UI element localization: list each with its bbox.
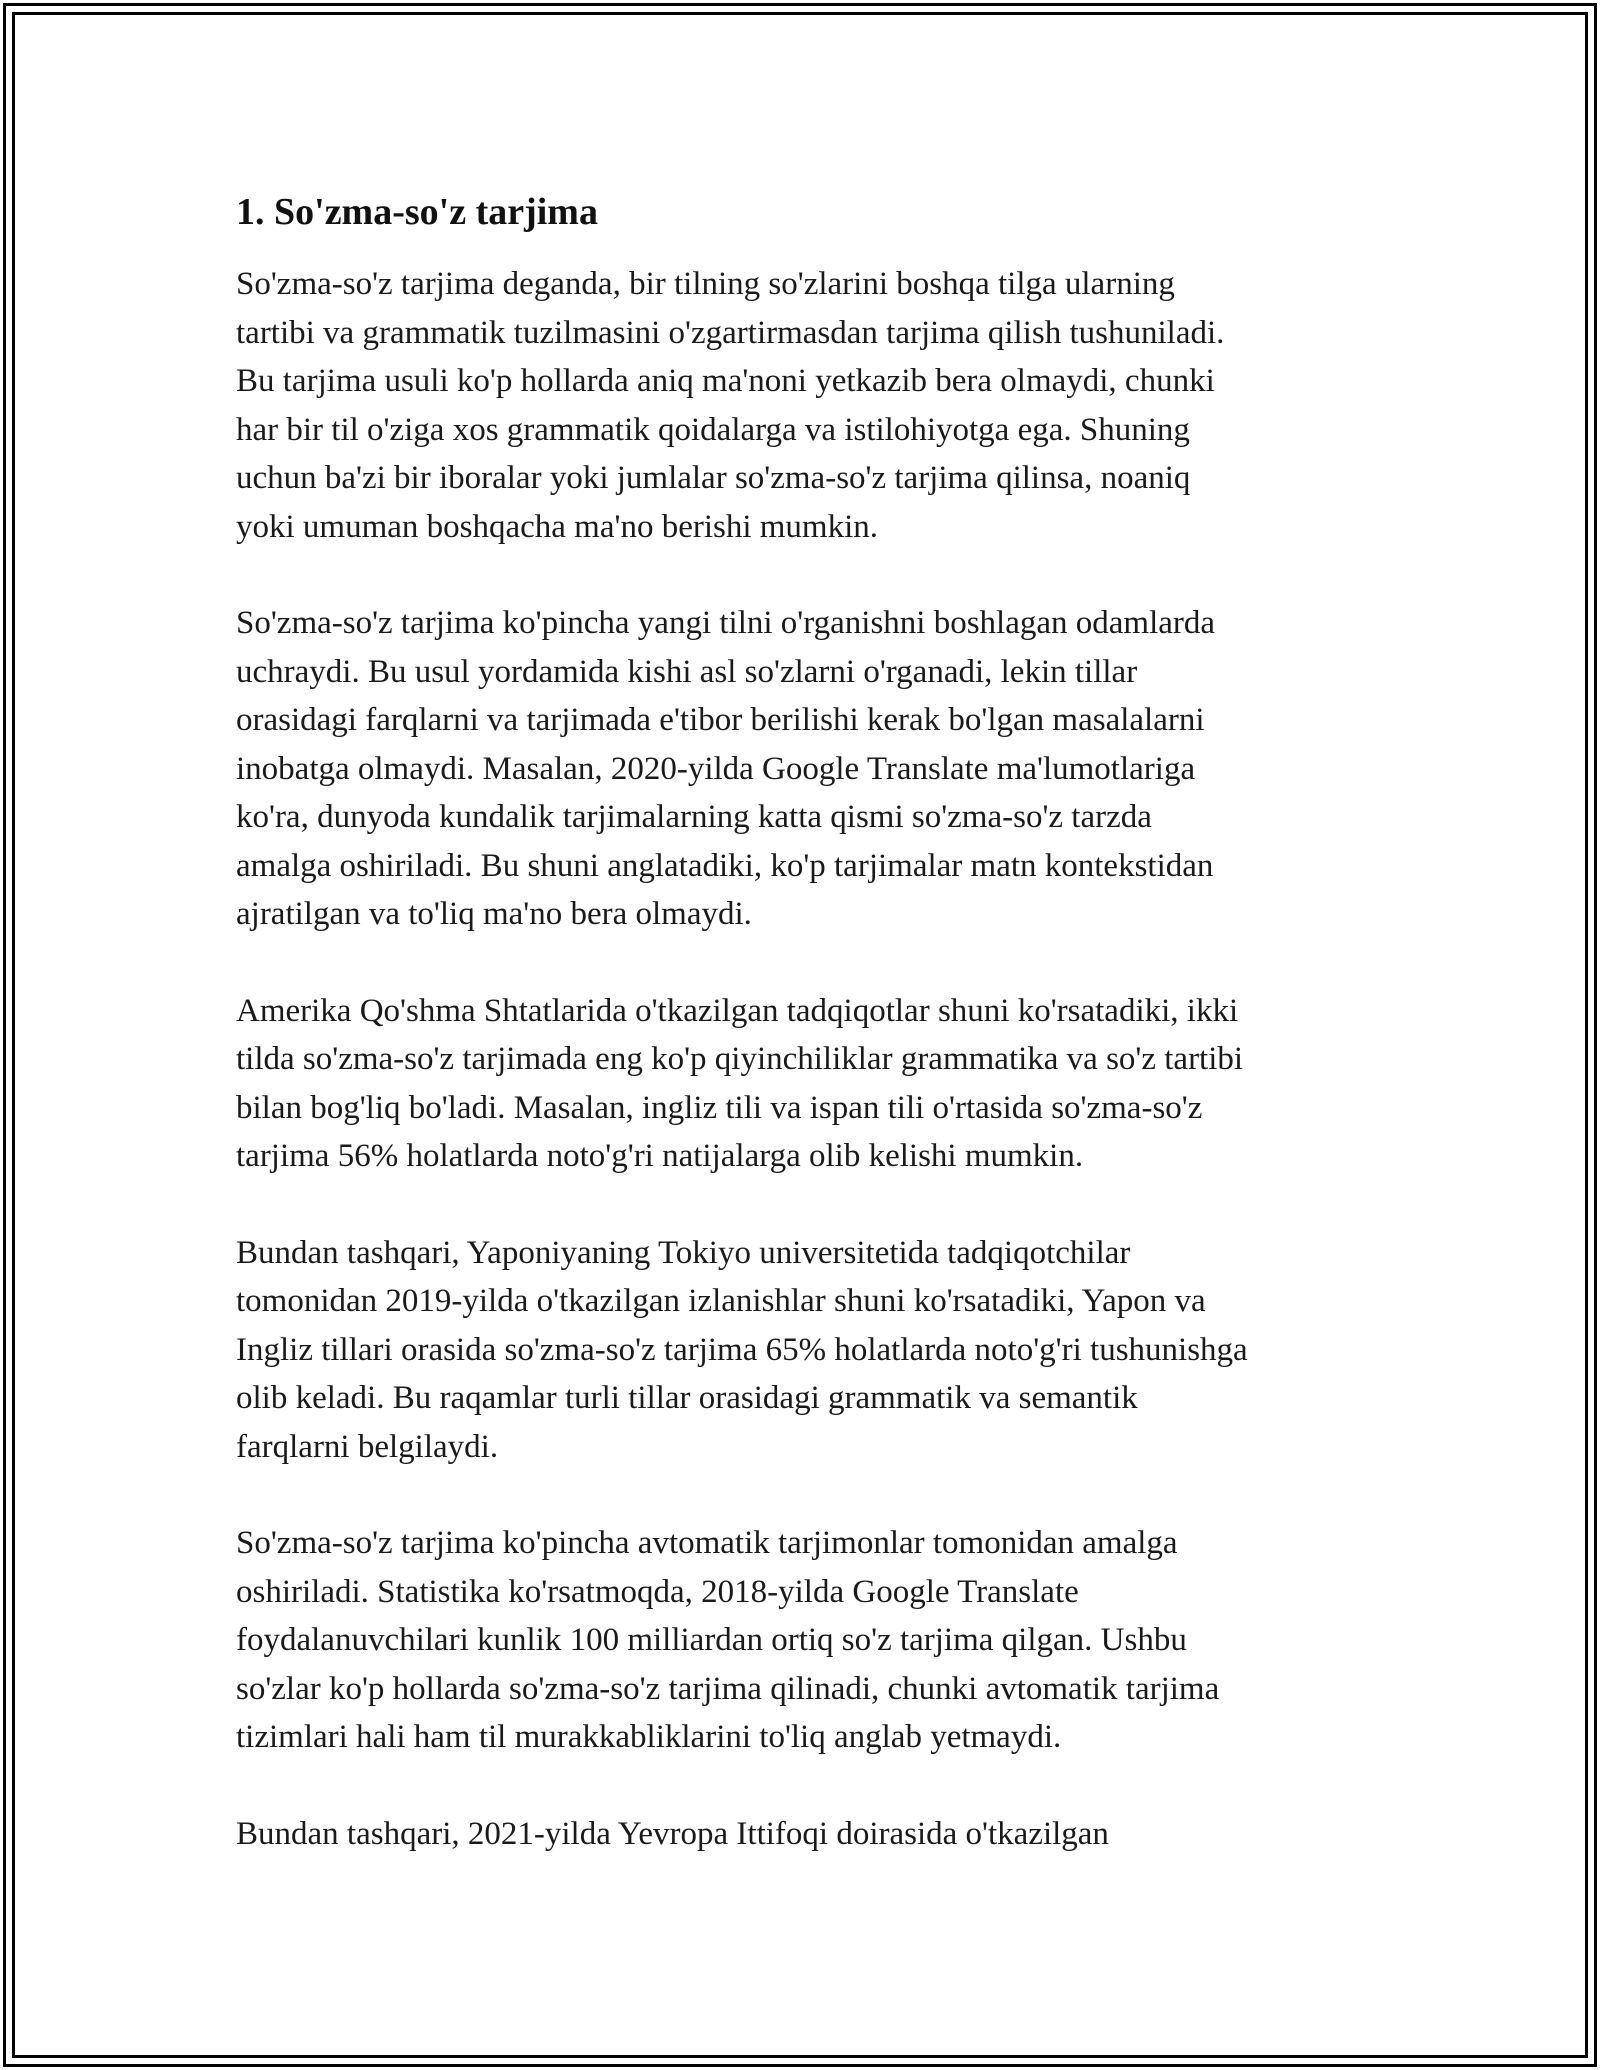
paragraph-2 [236,599,1366,939]
paragraph-5 [236,1519,1366,1762]
paragraph-line: So'zma-so'z tarjima ko'pincha yangi tilni o'rganishni boshlagan odamlarda [236,605,1216,641]
paragraph-line: Bu tarjima usuli ko'p hollarda aniq ma'noni yetkazib bera olmaydi, chunki [236,363,1215,399]
paragraph-line: amalga oshiriladi. Bu shuni anglatadiki, ko'p tarjimalar matn kontekstidan [236,847,1214,884]
paragraph-line: olib keladi. Bu raqamlar turli tillar orasidagi grammatik va semantik [236,1380,1138,1416]
paragraph-line: ko'ra, dunyoda kundalik tarjimalarning katta qismi so'zma-so'z tarzda [236,799,1152,835]
paragraph-6 [236,1810,1366,1859]
paragraph-line: So'zma-so'z tarjima deganda, bir tilning so'zlarini boshqa tilga ularning [236,266,1175,302]
paragraph-line: har bir til o'ziga xos grammatik qoidalarga va istilohiyotga ega. Shuning [236,411,1190,448]
paragraph-line: uchraydi. Bu usul yordamida kishi asl so'zlarni o'rganadi, lekin tillar [236,653,1138,690]
paragraph-line: So'zma-so'z tarjima ko'pincha avtomatik tarjimonlar tomonidan amalga [236,1525,1178,1561]
paragraph-line: inobatga olmaydi. Masalan, 2020-yilda Google Translate ma'lumotlariga [236,750,1196,787]
paragraph-line: uchun ba'zi bir iboralar yoki jumlalar so'zma-so'z tarjima qilinsa, noaniq [236,460,1191,496]
paragraph-line: tomonidan 2019-yilda o'tkazilgan izlanishlar shuni ko'rsatadiki, Yapon va [236,1283,1206,1319]
paragraph-line: yoki umuman boshqacha ma'no berishi mumkin. [236,508,879,545]
paragraph-line: Bundan tashqari, Yaponiyaning Tokiyo universitetida tadqiqotchilar [236,1234,1131,1271]
paragraph-line: Amerika Qo'shma Shtatlarida o'tkazilgan tadqiqotlar shuni ko'rsatadiki, ikki [236,992,1239,1029]
paragraph-1 [236,260,1366,551]
paragraph-line: foydalanuvchilari kunlik 100 milliardan ortiq so'z tarjima qilgan. Ushbu [236,1622,1187,1658]
paragraph-4 [236,1229,1366,1472]
paragraph-line: orasidagi farqlarni va tarjimada e'tibor berilishi kerak bo'lgan masalalarni [236,702,1205,738]
paragraph-3 [236,987,1366,1181]
paragraph-line: tarjima 56% holatlarda noto'g'ri natijalarga olib kelishi mumkin. [236,1138,1084,1174]
paragraph-line: ajratilgan va to'liq ma'no bera olmaydi. [236,896,752,932]
paragraph-line: Ingliz tillari orasida so'zma-so'z tarjima 65% holatlarda noto'g'ri tushunishga [236,1331,1248,1368]
paragraph-line: oshiriladi. Statistika ko'rsatmoqda, 2018-yilda Google Translate [236,1573,1079,1610]
paragraph-line: Bundan tashqari, 2021-yilda Yevropa Ittifoqi doirasida o'tkazilgan [236,1815,1109,1852]
section-heading: 1. So'zma-so'z tarjima [236,191,598,233]
paragraph-line: farqlarni belgilaydi. [236,1428,499,1465]
paragraph-line: bilan bog'liq bo'ladi. Masalan, ingliz tili va ispan tili o'rtasida so'zma-so'z [236,1089,1203,1126]
paragraph-line: tizimlari hali ham til murakkabliklarini to'liq anglab yetmaydi. [236,1719,1062,1755]
paragraph-line: so'zlar ko'p hollarda so'zma-so'z tarjima qilinadi, chunki avtomatik tarjima [236,1670,1220,1707]
paragraph-line: tilda so'zma-so'z tarjimada eng ko'p qiyinchiliklar grammatika va so'z tartibi [236,1041,1244,1077]
document-body [236,184,1366,1906]
paragraph-line: tartibi va grammatik tuzilmasini o'zgartirmasdan tarjima qilish tushuniladi. [236,314,1225,351]
